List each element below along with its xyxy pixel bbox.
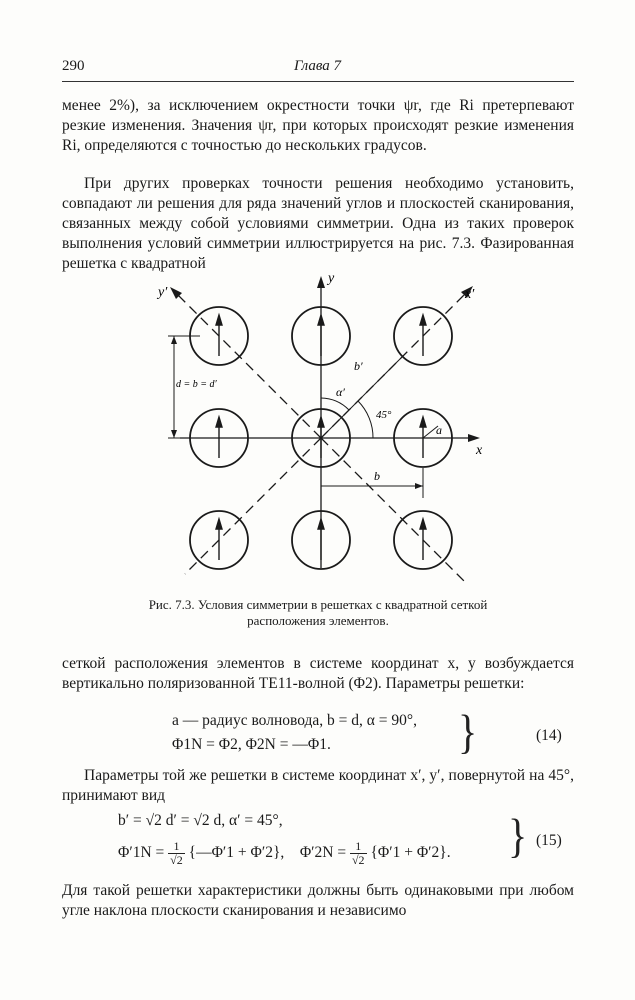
x-axis-arrow (468, 434, 480, 442)
field-arrowhead-6 (420, 417, 426, 427)
eq15-line-1: b′ = √2 d′ = √2 d, α′ = 45°, (118, 812, 283, 829)
eq14-line-1: a — радиус волновода, b = d, α = 90°, (172, 712, 417, 729)
figure-caption (62, 597, 574, 629)
eq15-line-2 (118, 840, 451, 867)
y-prime-axis (175, 292, 321, 438)
field-arrowhead-1 (216, 315, 222, 325)
x-prime-label: x′ (465, 287, 475, 302)
x-label: x (476, 443, 483, 458)
eq15-frac-1: $\frac{1}{√2}$ (170, 839, 183, 867)
header-rule (62, 81, 574, 82)
alpha-prime-label: α′ (336, 385, 345, 399)
eq14-line-2: Φ1N = Φ2, Φ2N = —Φ1. (172, 736, 331, 753)
y-label: y (328, 271, 335, 286)
field-arrowhead-3 (420, 315, 426, 325)
chapter-title: Глава 7 (293, 58, 342, 74)
eq14-number: (14) (536, 727, 562, 744)
b-prime-label: b′ (354, 359, 363, 373)
eq15-lhs-1: Φ′1N = (118, 844, 165, 862)
page-number: 290 (62, 58, 85, 74)
a-label: a (436, 423, 442, 437)
caption-line-1: Рис. 7.3. Условия симметрии в решетках с квадратной сеткой (148, 597, 488, 612)
x-prime-axis-neg (321, 438, 468, 585)
paragraph-3: сеткой расположения элементов в системе координат x, y возбуждается вертикально поляризованной TE11-волной (Φ2). Параметры решетки: (62, 655, 574, 692)
field-arrowhead-4 (216, 417, 222, 427)
paragraph-5: Для такой решетки характеристики должны быть одинаковыми при любом угле наклона плоскости сканирования и независимо (62, 882, 574, 919)
eq15-brace: } (508, 808, 528, 863)
eq15-mid-1: {—Φ′1 + Φ′2}, (188, 844, 285, 862)
field-arrowhead-9 (420, 519, 426, 529)
page-header (62, 58, 573, 78)
eq14-brace: } (458, 704, 478, 759)
eq15-number: (15) (536, 832, 562, 849)
paragraph-1: менее 2%), за исключением окрестности точки ψr, где Ri претерпевают резкие изменения. Значения ψr, при которых происходят резкие изменения Ri, определяются с точностью до нескольких градусов. (62, 97, 574, 154)
y-prime-label: y′ (158, 285, 168, 300)
paragraph-2: При других проверках точности решения необходимо установить, совпадают ли решения для ряда значений углов и плоскостей сканирования, связанных между собой условиями симметрии. Одна из таких проверок выполнения условий симметрии иллюстрируется на рис. 7.3. Фазированная решетка с квадратной (62, 175, 574, 272)
figure-7-3 (140, 268, 500, 590)
y-axis-arrow (317, 276, 325, 288)
eq15-frac-2: $\frac{1}{√2}$ (351, 839, 365, 867)
d-label: d = b = d′ (176, 379, 217, 390)
b-label: b (374, 469, 380, 483)
eq15-mid-2: {Φ′1 + Φ′2}. (370, 844, 451, 862)
eq15-lhs-2: Φ′2N = (299, 844, 347, 862)
paragraph-4: Параметры той же решетки в системе координат x′, y′, повернутой на 45°, принимают вид (62, 767, 574, 804)
field-arrowhead-7 (216, 519, 222, 529)
angle-label: 45° (376, 409, 392, 421)
caption-line-2: расположения элементов. (247, 613, 389, 628)
